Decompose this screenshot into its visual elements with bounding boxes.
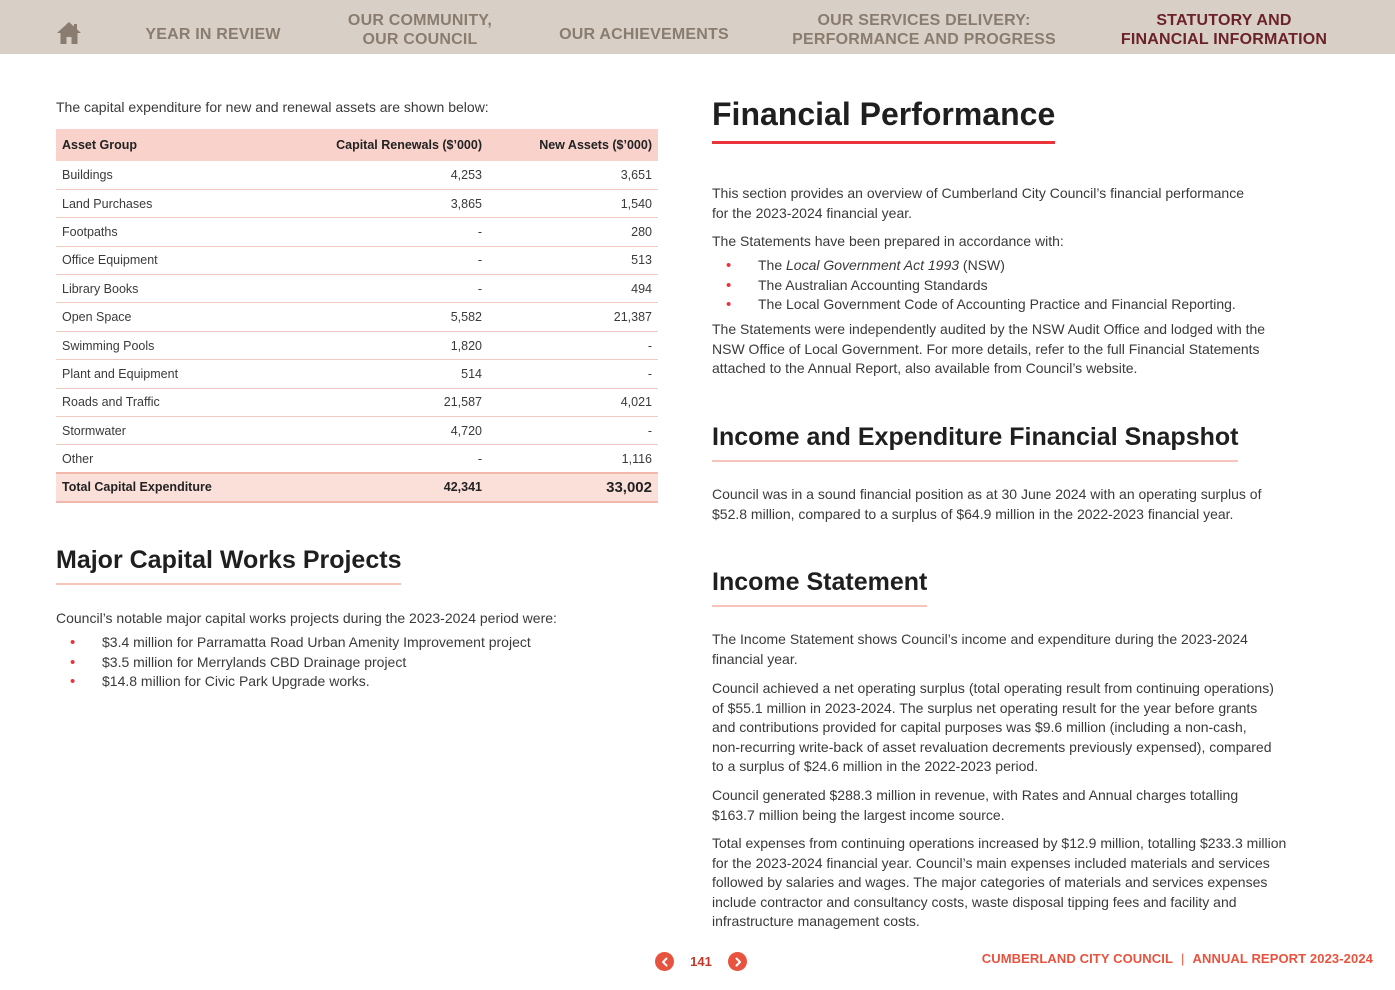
table-row (56, 388, 658, 416)
list-item (712, 256, 1236, 276)
nav-statutory-financial-information[interactable]: STATUTORY AND FINANCIAL INFORMATION (1120, 12, 1328, 48)
statements-prepared-paragraph: The Statements have been prepared in accordance with: (712, 233, 1064, 249)
capex-intro: The capital expenditure for new and renewal assets are shown below: (56, 99, 489, 115)
cell-asset-group: Swimming Pools (56, 331, 326, 359)
income-statement-paragraph-2: Council achieved a net operating surplus (total operating result from continuing operations) of $55.1 million in 2023-2024. The surplus net operating result for the year before grants and contributions provided for capital purposes was $9.6 million (including a non-cash, non-recurring write-back of asset revaluation decrements previously expensed), compared to a surplus of $24.6 million in the 2022-2023 period. (712, 680, 1274, 775)
cell-asset-group: Office Equipment (56, 246, 326, 274)
cell-capital-renewals: - (326, 275, 488, 303)
column-header-asset-group: Asset Group (56, 129, 326, 161)
table-row (56, 246, 658, 274)
cell-new-assets: - (488, 331, 658, 359)
table-row (56, 275, 658, 303)
cell-capital-renewals: 4,720 (326, 417, 488, 445)
cell-asset-group: Land Purchases (56, 189, 326, 217)
cell-new-assets: 280 (488, 218, 658, 246)
audit-paragraph: The Statements were independently audited by the NSW Audit Office and lodged with the NSW Office of Local Government. For more details, refer to the full Financial Statements attached to the Annual Report, also available from Council’s website. (712, 321, 1266, 377)
income-statement-paragraph-1: The Income Statement shows Council’s income and expenditure during the 2023-2024 financial year. (712, 631, 1248, 667)
cell-asset-group: Other (56, 445, 326, 473)
table-row (56, 189, 658, 217)
nav-our-community-our-council[interactable]: OUR COMMUNITY, OUR COUNCIL (347, 12, 493, 48)
report-footer (982, 951, 1373, 966)
list-item: • $3.4 million for Parramatta Road Urban Amenity Improvement project (56, 633, 531, 653)
accordance-list (712, 256, 1236, 315)
income-statement-paragraph-4: Total expenses from continuing operations increased by $12.9 million, totalling $233.3 million for the 2023-2024 financial year. Council’s main expenses included materials and services followed by salaries and wages. The major categories of materials and services expenses include contractor and consultancy costs, waste disposal tipping fees and facility and infrastructure management costs. (712, 835, 1287, 930)
page-number: 141 (690, 954, 712, 969)
cell-new-assets: 513 (488, 246, 658, 274)
nav-our-achievements[interactable]: OUR ACHIEVEMENTS (559, 25, 729, 43)
list-item: • $14.8 million for Civic Park Upgrade works. (56, 672, 531, 692)
table-row (56, 445, 658, 473)
nav-year-in-review[interactable]: YEAR IN REVIEW (145, 25, 281, 43)
cell-asset-group: Library Books (56, 275, 326, 303)
cell-capital-renewals: 5,582 (326, 303, 488, 331)
table-row (56, 417, 658, 445)
footer-council-name: CUMBERLAND CITY COUNCIL (981, 951, 1173, 966)
table-total-row (56, 473, 658, 501)
cell-asset-group: Open Space (56, 303, 326, 331)
table-row (56, 360, 658, 388)
cell-new-assets: 1,540 (488, 189, 658, 217)
cell-new-assets: 494 (488, 275, 658, 303)
major-capital-works-heading: Major Capital Works Projects (56, 546, 401, 585)
table-body (56, 161, 658, 502)
income-statement-paragraph-3: Council generated $288.3 million in revenue, with Rates and Annual charges totalling $163.7 million being the largest income source. (712, 787, 1239, 823)
total-capital-renewals: 42,341 (326, 473, 488, 501)
list-item-italic-text: Local Government Act 1993 (786, 257, 960, 273)
list-item: • The Australian Accounting Standards (712, 276, 1236, 296)
table-row (56, 303, 658, 331)
cell-capital-renewals: 514 (326, 360, 488, 388)
financial-snapshot-heading: Income and Expenditure Financial Snapshot (712, 423, 1238, 462)
cell-asset-group: Stormwater (56, 417, 326, 445)
overview-paragraph: This section provides an overview of Cumberland City Council’s financial performance for the 2023-2024 financial year. (712, 185, 1244, 221)
list-item: • The Local Government Code of Accounting Practice and Financial Reporting. (712, 295, 1236, 315)
top-navigation (0, 0, 1395, 54)
cell-asset-group: Plant and Equipment (56, 360, 326, 388)
footer-separator: | (1181, 951, 1185, 966)
cell-capital-renewals: - (326, 445, 488, 473)
list-item-text: The (758, 257, 787, 273)
cell-new-assets: 4,021 (488, 388, 658, 416)
cell-new-assets: - (488, 360, 658, 388)
list-item-text: (NSW) (959, 257, 1005, 273)
table-row (56, 218, 658, 246)
cell-capital-renewals: 21,587 (326, 388, 488, 416)
total-new-assets: 33,002 (488, 473, 658, 501)
chevron-right-icon[interactable] (728, 952, 747, 971)
major-works-intro: Council’s notable major capital works projects during the 2023-2024 period were: (56, 610, 557, 626)
cell-asset-group: Roads and Traffic (56, 388, 326, 416)
table-header-row (56, 129, 658, 161)
column-header-capital-renewals: Capital Renewals ($’000) (326, 129, 488, 161)
capital-expenditure-table (56, 129, 658, 503)
cell-capital-renewals: - (326, 246, 488, 274)
cell-capital-renewals: 4,253 (326, 161, 488, 189)
nav-our-services-delivery[interactable]: OUR SERVICES DELIVERY: PERFORMANCE AND PROGRESS (792, 12, 1056, 48)
total-label: Total Capital Expenditure (56, 473, 326, 501)
cell-asset-group: Footpaths (56, 218, 326, 246)
footer-report-title: ANNUAL REPORT 2023-2024 (1192, 951, 1373, 966)
home-icon[interactable] (56, 21, 82, 45)
page-navigation (655, 952, 747, 971)
chevron-left-icon[interactable] (655, 952, 674, 971)
financial-performance-title: Financial Performance (712, 96, 1055, 144)
cell-capital-renewals: 3,865 (326, 189, 488, 217)
major-works-list (56, 633, 531, 692)
cell-asset-group: Buildings (56, 161, 326, 189)
table-row (56, 331, 658, 359)
snapshot-paragraph: Council was in a sound financial position as at 30 June 2024 with an operating surplus of $52.8 million, compared to a surplus of $64.9 million in the 2022-2023 financial year. (712, 486, 1262, 522)
cell-new-assets: - (488, 417, 658, 445)
cell-capital-renewals: - (326, 218, 488, 246)
list-item: • $3.5 million for Merrylands CBD Drainage project (56, 653, 531, 673)
cell-new-assets: 21,387 (488, 303, 658, 331)
cell-new-assets: 1,116 (488, 445, 658, 473)
column-header-new-assets: New Assets ($’000) (488, 129, 658, 161)
cell-new-assets: 3,651 (488, 161, 658, 189)
cell-capital-renewals: 1,820 (326, 331, 488, 359)
table-row (56, 161, 658, 189)
income-statement-heading: Income Statement (712, 568, 927, 607)
